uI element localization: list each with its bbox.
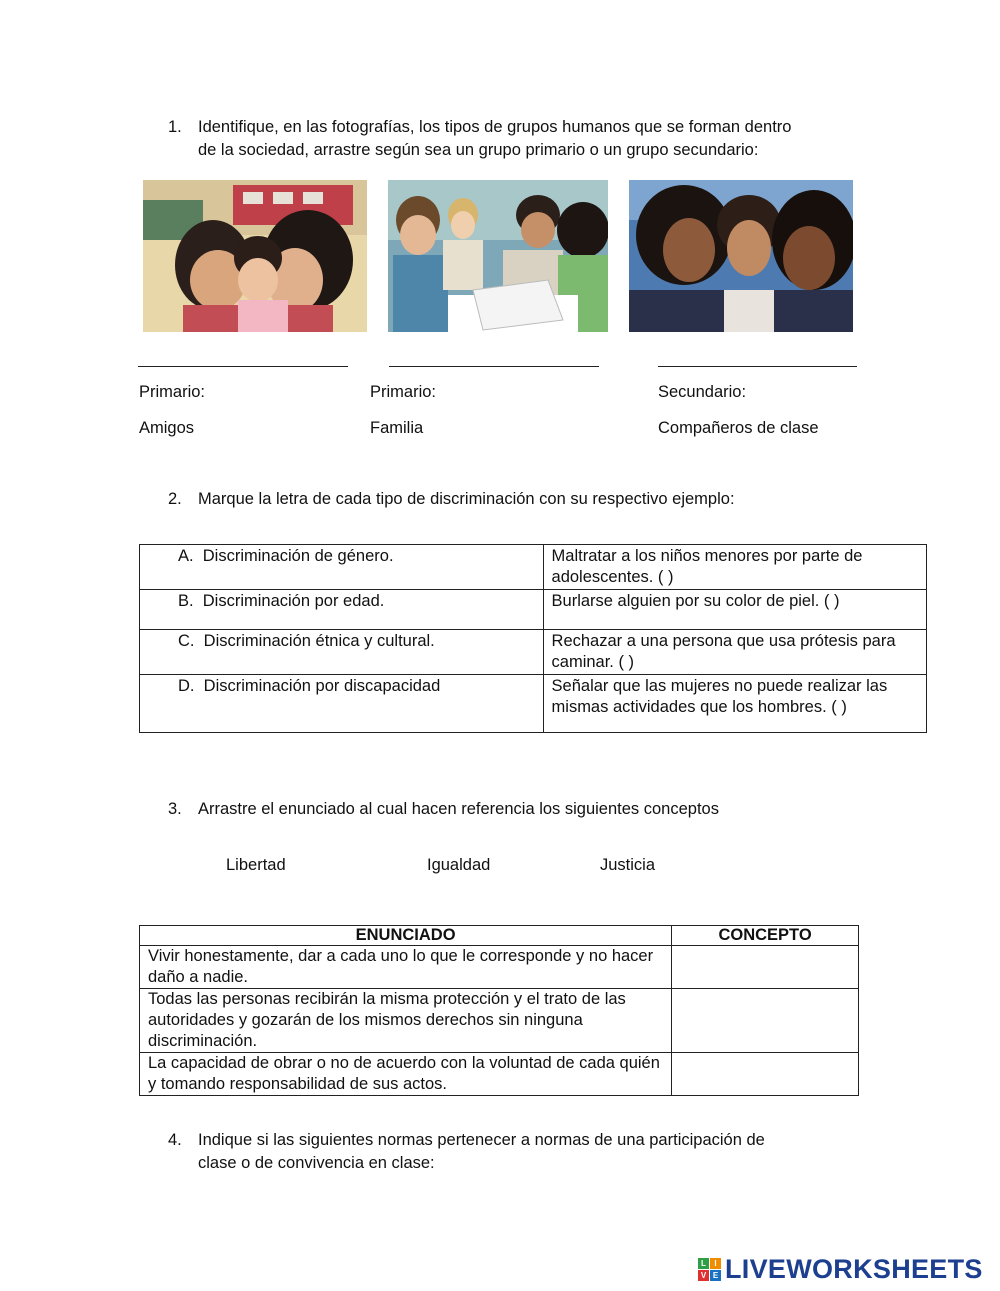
example-cell-2[interactable]: Burlarse alguien por su color de piel. ( ) bbox=[543, 590, 926, 630]
row-type: Discriminación por discapacidad bbox=[203, 677, 441, 695]
table-row bbox=[140, 946, 859, 989]
example-cell-4[interactable]: Señalar que las mujeres no puede realizar las mismas actividades que los hombres. ( ) bbox=[543, 675, 926, 733]
table-row bbox=[140, 1053, 859, 1096]
row-type: Discriminación de género. bbox=[202, 547, 394, 565]
row-letter: D. bbox=[178, 677, 195, 695]
drag-option-companeros[interactable]: Compañeros de clase bbox=[658, 419, 819, 437]
statement-1: Vivir honestamente, dar a cada uno lo que le corresponde y no hacer daño a nadie. bbox=[140, 946, 672, 989]
drag-option-familia[interactable]: Familia bbox=[370, 419, 424, 437]
statement-2: Todas las personas recibirán la misma protección y el trato de las autoridades y gozarán de los mismos derechos sin ninguna discriminación. bbox=[140, 989, 672, 1053]
table-header-row bbox=[140, 926, 859, 946]
option-type-2: Primario: bbox=[370, 383, 437, 401]
row-letter: C. bbox=[178, 632, 195, 650]
answer-line-3[interactable] bbox=[658, 366, 857, 367]
row-type: Discriminación por edad. bbox=[202, 592, 385, 610]
option-type-1: Primario: bbox=[139, 383, 206, 401]
discrimination-type-d bbox=[140, 675, 544, 733]
option-type-3: Secundario: bbox=[658, 383, 747, 401]
discrimination-table bbox=[139, 544, 927, 733]
answer-line-2[interactable] bbox=[389, 366, 599, 367]
q4-instruction-line2: clase o de convivencia en clase: bbox=[198, 1154, 435, 1172]
q4-instruction-line1: Indique si las siguientes normas pertenecer a normas de una participación de bbox=[198, 1131, 765, 1149]
logo-icon-letter: E bbox=[710, 1270, 721, 1281]
q1-instruction-line1: Identifique, en las fotografías, los tipos de grupos humanos que se forman dentro bbox=[198, 118, 792, 136]
discrimination-type-c bbox=[140, 630, 544, 675]
row-type: Discriminación étnica y cultural. bbox=[203, 632, 435, 650]
table-row bbox=[140, 989, 859, 1053]
concept-drop-zone-3[interactable] bbox=[672, 1053, 859, 1096]
logo-icon-letter: I bbox=[710, 1258, 721, 1269]
liveworksheets-wordmark: LIVEWORKSHEETS bbox=[725, 1254, 983, 1284]
q2-number: 2. bbox=[168, 490, 182, 508]
discrimination-type-b bbox=[140, 590, 544, 630]
drag-option-amigos[interactable]: Amigos bbox=[139, 419, 195, 437]
liveworksheets-logo bbox=[698, 1254, 983, 1285]
logo-icon-letter: L bbox=[698, 1258, 709, 1269]
header-statement: ENUNCIADO bbox=[140, 926, 672, 946]
q4-number: 4. bbox=[168, 1131, 182, 1149]
drag-concept-justicia[interactable]: Justicia bbox=[600, 856, 656, 874]
study-group-photo bbox=[388, 180, 608, 332]
example-cell-1[interactable]: Maltratar a los niños menores por parte de adolescentes. ( ) bbox=[543, 545, 926, 590]
liveworksheets-icon bbox=[698, 1258, 721, 1281]
drag-concept-libertad[interactable]: Libertad bbox=[226, 856, 286, 874]
concepts-table bbox=[139, 925, 859, 1096]
q3-instruction: Arrastre el enunciado al cual hacen referencia los siguientes conceptos bbox=[198, 800, 719, 818]
q1-instruction-line2: de la sociedad, arrastre según sea un grupo primario o un grupo secundario: bbox=[198, 141, 759, 159]
concept-drop-zone-1[interactable] bbox=[672, 946, 859, 989]
answer-line-1[interactable] bbox=[138, 366, 348, 367]
logo-icon-letter: V bbox=[698, 1270, 709, 1281]
row-letter: A. bbox=[178, 547, 194, 565]
drag-concept-igualdad[interactable]: Igualdad bbox=[427, 856, 491, 874]
discrimination-type-a bbox=[140, 545, 544, 590]
header-concept: CONCEPTO bbox=[672, 926, 859, 946]
family-photo bbox=[143, 180, 367, 332]
q2-instruction: Marque la letra de cada tipo de discriminación con su respectivo ejemplo: bbox=[198, 490, 735, 508]
friends-selfie-photo bbox=[629, 180, 853, 332]
example-cell-3[interactable]: Rechazar a una persona que usa prótesis para caminar. ( ) bbox=[543, 630, 926, 675]
table-row bbox=[140, 590, 927, 630]
table-row bbox=[140, 630, 927, 675]
q3-number: 3. bbox=[168, 800, 182, 818]
concept-drop-zone-2[interactable] bbox=[672, 989, 859, 1053]
table-row bbox=[140, 675, 927, 733]
q1-number: 1. bbox=[168, 118, 182, 136]
row-letter: B. bbox=[178, 592, 194, 610]
statement-3: La capacidad de obrar o no de acuerdo con la voluntad de cada quién y tomando responsabilidad de sus actos. bbox=[140, 1053, 672, 1096]
table-row bbox=[140, 545, 927, 590]
